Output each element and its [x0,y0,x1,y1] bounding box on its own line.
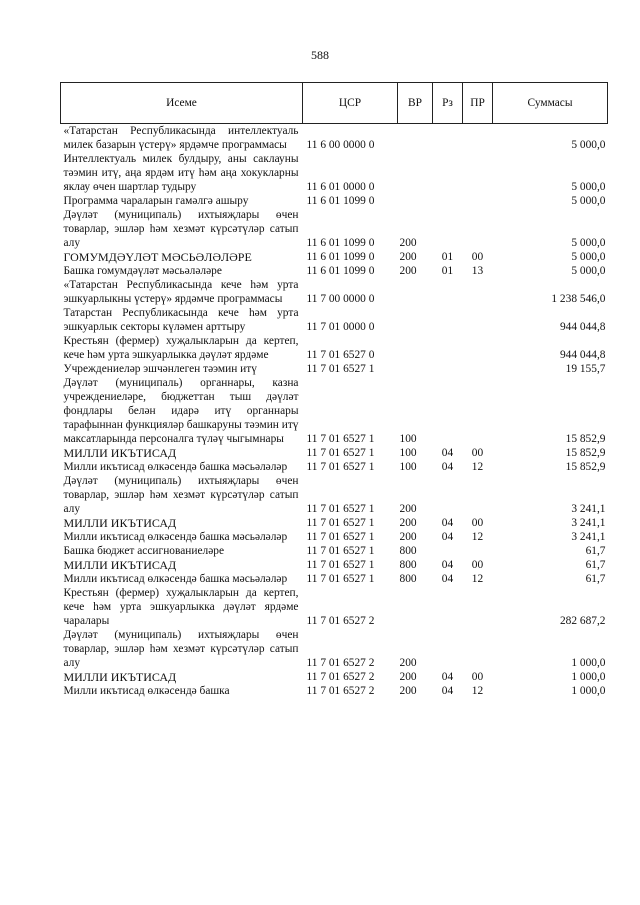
table-row [61,250,608,264]
cell-name: Крестьян (фермер) хуҗалыкларын да кертеп, кече һәм урта эшкуарлыкка дәүләт ярдәме [63,335,299,361]
cell-csr: 11 7 01 6527 2 [306,615,375,627]
cell-name: Милли икътисад өлкәсендә башка мәсьәләләр [63,461,288,473]
cell-csr: 11 7 01 6527 1 [306,363,375,375]
table-row [61,516,608,530]
cell-sum: 5 000,0 [571,237,606,249]
cell-name: Милли икътисад өлкәсендә башка [63,685,230,697]
table-row [61,124,608,153]
cell-csr: 11 7 01 6527 2 [306,685,375,697]
cell-rz [433,278,463,306]
cell-sum: 5 000,0 [571,181,606,193]
cell-name: Учреждениеләр эшчәнлеген тәэмин итү [63,363,257,375]
cell-pr: 12 [471,573,484,585]
cell-pr [463,278,493,306]
cell-csr: 11 7 01 6527 1 [306,531,375,543]
header-name: Исеме [61,83,303,124]
cell-name: МИЛЛИ ИКЪТИСАД [63,516,177,530]
cell-rz [433,152,463,194]
cell-sum: 5 000,0 [571,265,606,277]
header-vr: ВР [398,83,433,124]
table-row [61,684,608,698]
cell-vr: 200 [399,671,417,683]
cell-sum: 5 000,0 [571,251,606,263]
cell-rz [433,362,463,376]
table-row [61,544,608,558]
table-row [61,628,608,670]
cell-vr: 800 [399,573,417,585]
table-header [61,83,608,124]
cell-name: Милли икътисад өлкәсендә башка мәсьәләләр [63,573,288,585]
cell-name: Интеллектуаль милек булдыру, аны саклауны тәэмин итү, аңа ярдәм итү һәм аңа хокукларны яклау өчен шартлар тудыру [63,153,299,193]
cell-vr: 100 [399,433,417,445]
cell-vr: 200 [399,531,417,543]
cell-pr [463,208,493,250]
cell-sum: 61,7 [585,545,606,557]
cell-name: ГОМУМДӘҮЛӘТ МӘСЬӘЛӘЛӘРЕ [63,250,252,264]
cell-vr: 200 [399,237,417,249]
page-number: 588 [311,48,329,62]
table-row [61,474,608,516]
table-row [61,194,608,208]
table-row [61,376,608,446]
cell-pr [463,194,493,208]
cell-vr: 100 [399,461,417,473]
cell-pr [463,124,493,153]
table-row [61,460,608,474]
header-sum: Суммасы [493,83,608,124]
cell-vr [398,306,433,334]
cell-vr: 200 [399,251,417,263]
cell-vr: 200 [399,503,417,515]
cell-csr: 11 7 00 0000 0 [306,293,375,305]
cell-name: Программа чараларын гамәлгә ашыру [63,195,249,207]
cell-name: Милли икътисад өлкәсендә башка мәсьәләләр [63,531,288,543]
cell-sum: 3 241,1 [571,517,606,529]
cell-rz [433,194,463,208]
cell-csr: 11 6 01 0000 0 [306,181,375,193]
table-row [61,670,608,684]
cell-sum: 5 000,0 [571,195,606,207]
cell-rz: 04 [441,447,454,459]
cell-pr: 00 [471,251,484,263]
cell-rz: 01 [441,251,454,263]
budget-table [60,82,608,698]
cell-pr [463,334,493,362]
cell-pr: 12 [471,461,484,473]
table-row [61,558,608,572]
cell-sum: 15 852,9 [565,461,606,473]
cell-rz: 04 [441,517,454,529]
cell-rz [433,334,463,362]
cell-rz: 01 [441,265,454,277]
cell-rz: 04 [441,573,454,585]
cell-name: Дәүләт (муниципаль) органнары, казна учреждениеләре, бюджеттан тыш дәүләт фондлары белән идарә итү органнары тарафыннан функцияләр башкаруны тәэмин итү максатларында персоналга түләү чыгымнары [63,377,299,445]
cell-pr: 00 [471,517,484,529]
cell-rz [433,474,463,516]
cell-name: МИЛЛИ ИКЪТИСАД [63,446,177,460]
cell-sum: 3 241,1 [571,531,606,543]
cell-csr: 11 7 01 6527 0 [306,349,375,361]
cell-rz [433,586,463,628]
table-row [61,586,608,628]
cell-csr: 11 7 01 6527 1 [306,573,375,585]
cell-name: Татарстан Республикасында кече һәм урта эшкуарлык секторы күләмен арттыру [63,307,299,333]
cell-vr: 200 [399,265,417,277]
cell-name: Башка бюджет ассигнованиеләре [63,545,225,557]
cell-name: Дәүләт (муниципаль) ихтыяҗлары өчен товарлар, эшләр һәм хезмәт күрсәтүләр сатып алу [63,629,299,669]
cell-rz: 04 [441,685,454,697]
cell-sum: 282 687,2 [559,615,606,627]
cell-name: Дәүләт (муниципаль) ихтыяҗлары өчен товарлар, эшләр һәм хезмәт күрсәтүләр сатып алу [63,209,299,249]
cell-csr: 11 6 01 1099 0 [306,237,375,249]
cell-csr: 11 6 01 1099 0 [306,195,375,207]
cell-csr: 11 7 01 6527 1 [306,461,375,473]
cell-rz [433,376,463,446]
cell-rz [433,306,463,334]
header-csr: ЦСР [303,83,398,124]
cell-sum: 1 238 546,0 [551,293,606,305]
cell-pr: 13 [471,265,484,277]
cell-csr: 11 7 01 6527 2 [306,671,375,683]
table-row [61,362,608,376]
table-row [61,530,608,544]
cell-csr: 11 6 01 1099 0 [306,265,375,277]
cell-name: Крестьян (фермер) хуҗалыкларын да кертеп, кече һәм урта эшкуарлыкка дәүләт ярдәме чаралары [63,587,299,627]
cell-rz: 04 [441,461,454,473]
cell-name: «Татарстан Республикасында интеллектуаль милек базарын үстерү» ярдәмче программасы [63,125,299,151]
cell-vr [398,334,433,362]
cell-rz [433,628,463,670]
table-row [61,446,608,460]
cell-sum: 19 155,7 [565,363,606,375]
cell-vr [398,586,433,628]
cell-vr: 200 [399,517,417,529]
cell-vr [398,152,433,194]
cell-csr: 11 7 01 6527 1 [306,447,375,459]
table-row [61,264,608,278]
cell-csr: 11 7 01 0000 0 [306,321,375,333]
cell-sum: 1 000,0 [571,685,606,697]
cell-sum: 61,7 [585,559,606,571]
cell-pr [463,474,493,516]
cell-name: МИЛЛИ ИКЪТИСАД [63,558,177,572]
cell-vr: 200 [399,657,417,669]
cell-rz: 04 [441,531,454,543]
cell-sum: 944 044,8 [559,349,606,361]
cell-sum: 1 000,0 [571,657,606,669]
cell-sum: 5 000,0 [571,139,606,151]
cell-csr: 11 7 01 6527 1 [306,433,375,445]
table-body [61,124,608,699]
cell-sum: 1 000,0 [571,671,606,683]
cell-pr: 00 [471,447,484,459]
cell-name: МИЛЛИ ИКЪТИСАД [63,670,177,684]
header-pr: ПР [463,83,493,124]
header-rz: Рз [433,83,463,124]
cell-sum: 944 044,8 [559,321,606,333]
cell-vr [398,124,433,153]
table-row [61,278,608,306]
cell-csr: 11 6 01 1099 0 [306,251,375,263]
cell-csr: 11 7 01 6527 2 [306,657,375,669]
cell-rz: 04 [441,559,454,571]
cell-pr: 12 [471,685,484,697]
cell-vr: 100 [399,447,417,459]
cell-name: Башка гомумдәүләт мәсьәләләре [63,265,222,277]
cell-pr [463,544,493,558]
cell-pr: 00 [471,671,484,683]
table-row [61,334,608,362]
cell-rz [433,124,463,153]
cell-vr: 800 [399,559,417,571]
cell-csr: 11 7 01 6527 1 [306,517,375,529]
cell-sum: 15 852,9 [565,433,606,445]
cell-vr: 200 [399,685,417,697]
cell-pr [463,362,493,376]
cell-pr [463,152,493,194]
cell-csr: 11 7 01 6527 1 [306,559,375,571]
cell-pr [463,306,493,334]
cell-vr [398,278,433,306]
table-row [61,208,608,250]
cell-pr: 12 [471,531,484,543]
cell-sum: 15 852,9 [565,447,606,459]
table-row [61,306,608,334]
cell-csr: 11 7 01 6527 1 [306,503,375,515]
cell-vr [398,362,433,376]
cell-sum: 61,7 [585,573,606,585]
cell-name: «Татарстан Республикасында кече һәм урта эшкуарлыкны үстерү» ярдәмче программасы [63,279,299,305]
cell-pr [463,376,493,446]
cell-rz [433,544,463,558]
cell-sum: 3 241,1 [571,503,606,515]
cell-pr [463,628,493,670]
cell-csr: 11 6 00 0000 0 [306,139,375,151]
cell-vr [398,194,433,208]
table-row [61,572,608,586]
cell-rz [433,208,463,250]
cell-name: Дәүләт (муниципаль) ихтыяҗлары өчен товарлар, эшләр һәм хезмәт күрсәтүләр сатып алу [63,475,299,515]
cell-pr: 00 [471,559,484,571]
cell-pr [463,586,493,628]
cell-rz: 04 [441,671,454,683]
cell-csr: 11 7 01 6527 1 [306,545,375,557]
cell-vr: 800 [399,545,417,557]
table-row [61,152,608,194]
